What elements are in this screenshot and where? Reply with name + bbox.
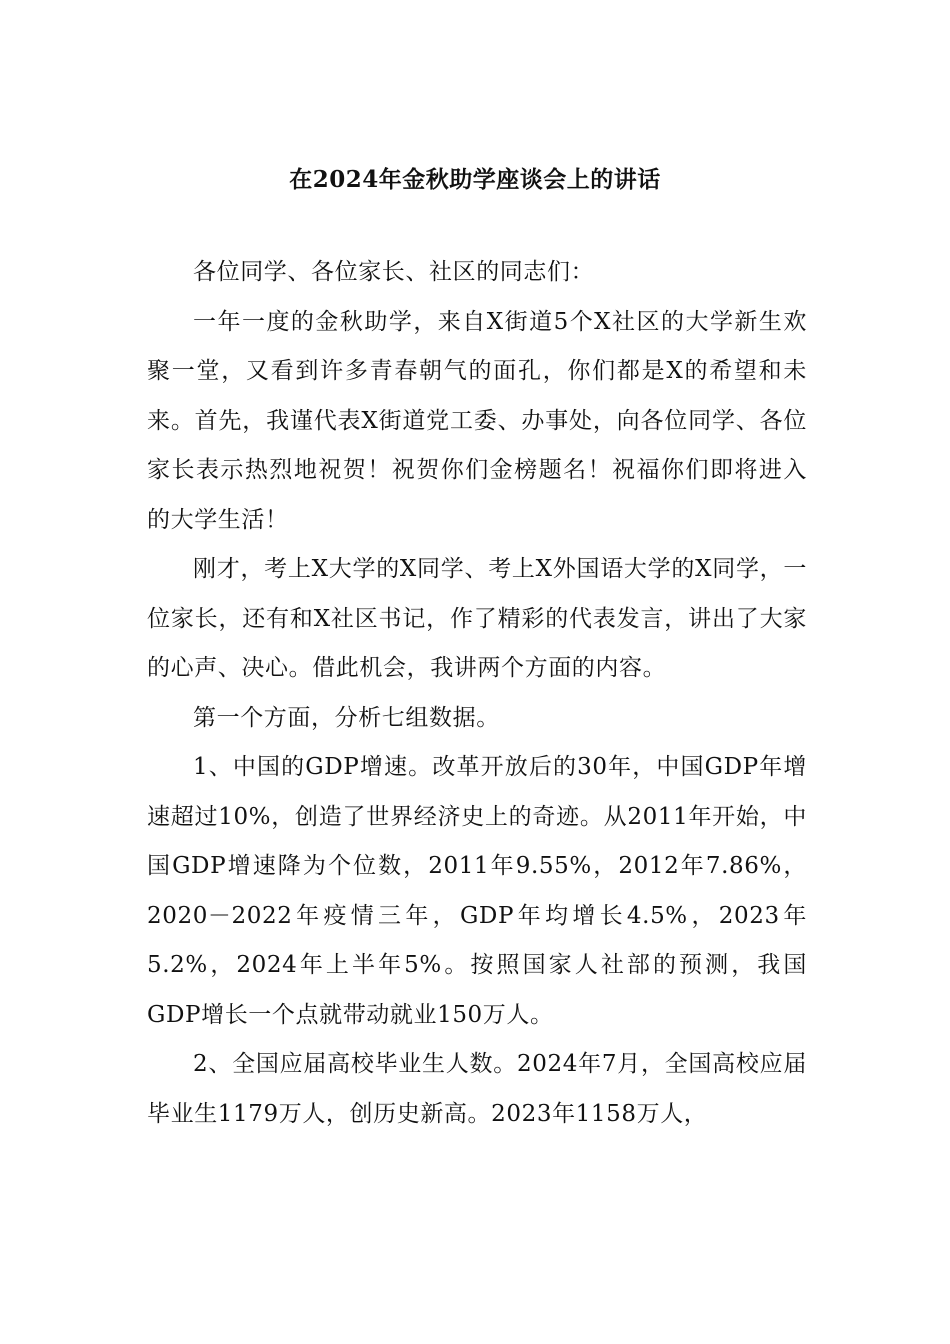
document-body: [147, 248, 807, 1139]
paragraph-graduates: 2、全国应届高校毕业生人数。2024年7月，全国高校应届毕业生1179万人，创历史新高。2023年1158万人，: [147, 1051, 807, 1127]
paragraph-intro: 刚才，考上X大学的X同学、考上X外国语大学的X同学，一位家长，还有和X社区书记，作了精彩的代表发言，讲出了大家的心声、决心。借此机会，我讲两个方面的内容。: [147, 556, 807, 681]
paragraph-salutation: 各位同学、各位家长、社区的同志们：: [193, 259, 595, 285]
paragraph-gdp-growth: 1、中国的GDP增速。改革开放后的30年，中国GDP年增速超过10%，创造了世界经济史上的奇迹。从2011年开始，中国GDP增速降为个位数，2011年9.55%，2012年7.86%，2020－2022年疫情三年，GDP年均增长4.5%，2023年5.2%，2024年上半年5%。按照国家人社部的预测，我国GDP增长一个点就带动就业150万人。: [147, 754, 807, 1028]
paragraph-section-heading: 第一个方面，分析七组数据。: [193, 704, 500, 731]
paragraph-opening: 一年一度的金秋助学，来自X街道5个X社区的大学新生欢聚一堂，又看到许多青春朝气的面孔，你们都是X的希望和未来。首先，我谨代表X街道党工委、办事处，向各位同学、各位家长表示热烈地祝贺！祝贺你们金榜题名！祝福你们即将进入的大学生活！: [147, 308, 807, 533]
document-title: 在2024年金秋助学座谈会上的讲话: [289, 166, 661, 193]
